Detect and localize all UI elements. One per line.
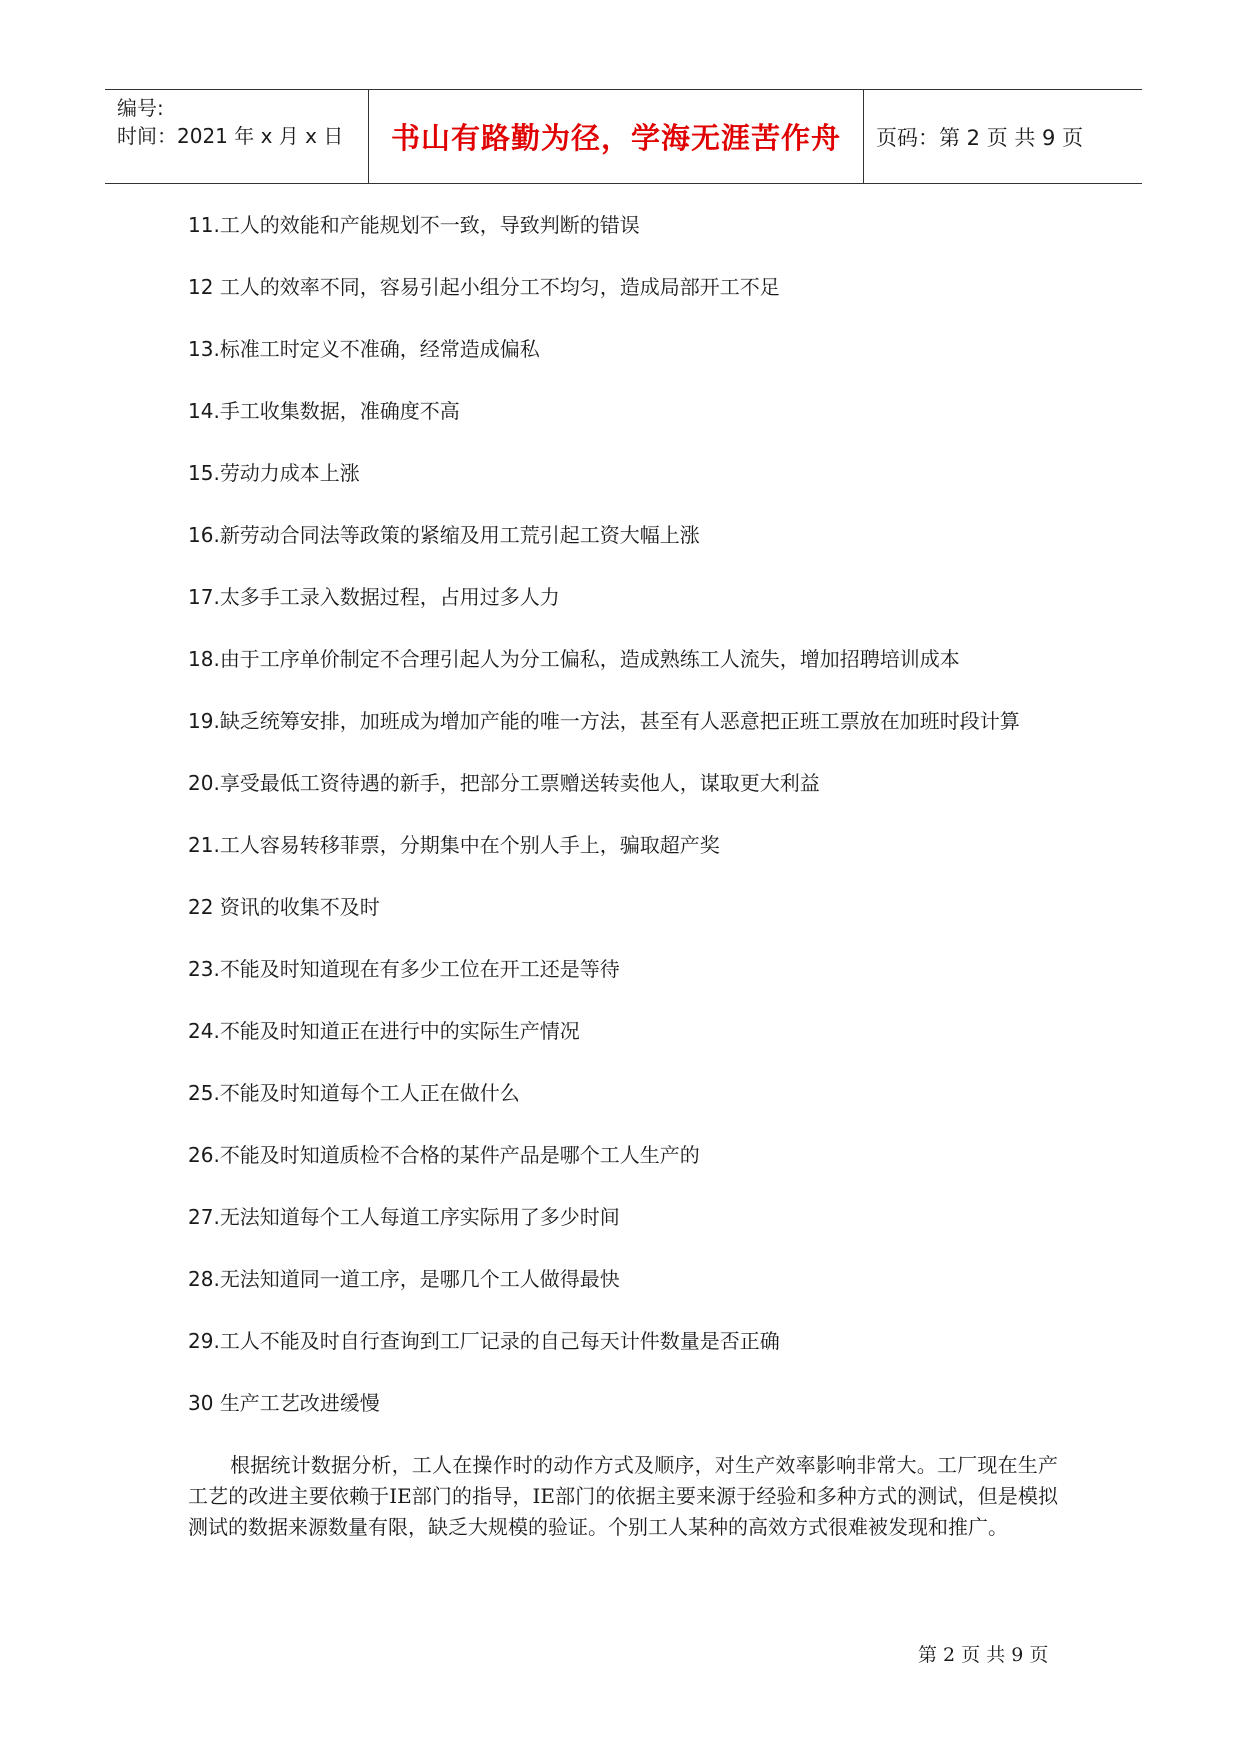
page-footer: 第 2 页 共 9 页 bbox=[918, 1644, 1049, 1666]
list-item-number: 17. bbox=[188, 585, 220, 609]
issue-list bbox=[188, 210, 1058, 1419]
list-item-number: 23. bbox=[188, 957, 220, 981]
list-item bbox=[188, 1202, 1058, 1233]
list-item-number: 27. bbox=[188, 1205, 220, 1229]
list-item-text: 工人容易转移菲票，分期集中在个别人手上，骗取超产奖 bbox=[219, 833, 720, 857]
list-item-number: 26. bbox=[188, 1143, 220, 1167]
list-item bbox=[188, 954, 1058, 985]
list-item bbox=[188, 1388, 1058, 1419]
list-item-number: 15. bbox=[188, 461, 220, 485]
list-item bbox=[188, 396, 1058, 427]
list-item bbox=[188, 768, 1058, 799]
list-item-text: 标准工时定义不准确，经常造成偏私 bbox=[219, 337, 540, 361]
list-item bbox=[188, 830, 1058, 861]
list-item-text: 享受最低工资待遇的新手，把部分工票赠送转卖他人，谋取更大利益 bbox=[219, 771, 820, 795]
list-item-text: 工人不能及时自行查询到工厂记录的自己每天计件数量是否正确 bbox=[219, 1329, 780, 1353]
list-item bbox=[188, 706, 1058, 737]
list-item-text: 资讯的收集不及时 bbox=[219, 895, 380, 919]
list-item-number: 14. bbox=[188, 399, 220, 423]
list-item bbox=[188, 334, 1058, 365]
list-item bbox=[188, 892, 1058, 923]
list-item-number: 16. bbox=[188, 523, 220, 547]
document-time-label: 时间：2021 年 x 月 x 日 bbox=[117, 124, 344, 148]
list-item-number: 29. bbox=[188, 1329, 220, 1353]
list-item-number: 22 bbox=[188, 895, 220, 919]
page-header bbox=[105, 89, 1142, 184]
list-item-text: 不能及时知道现在有多少工位在开工还是等待 bbox=[219, 957, 620, 981]
list-item bbox=[188, 644, 1058, 675]
list-item-number: 25. bbox=[188, 1081, 220, 1105]
header-page-cell bbox=[864, 90, 1142, 183]
header-page-number: 页码：第 2 页 共 9 页 bbox=[876, 125, 1084, 150]
list-item bbox=[188, 272, 1058, 303]
list-item-text: 工人的效能和产能规划不一致，导致判断的错误 bbox=[219, 213, 640, 237]
list-item bbox=[188, 1326, 1058, 1357]
list-item-number: 30 bbox=[188, 1391, 220, 1415]
list-item-text: 缺乏统筹安排，加班成为增加产能的唯一方法，甚至有人恶意把正班工票放在加班时段计算 bbox=[219, 709, 1020, 733]
list-item-text: 生产工艺改进缓慢 bbox=[219, 1391, 380, 1415]
list-item bbox=[188, 582, 1058, 613]
list-item-text: 劳动力成本上涨 bbox=[219, 461, 360, 485]
list-item-text: 太多手工录入数据过程，占用过多人力 bbox=[219, 585, 560, 609]
list-item bbox=[188, 1078, 1058, 1109]
list-item-number: 19. bbox=[188, 709, 220, 733]
list-item bbox=[188, 1264, 1058, 1295]
list-item-text: 不能及时知道每个工人正在做什么 bbox=[219, 1081, 520, 1105]
list-item-text: 无法知道每个工人每道工序实际用了多少时间 bbox=[219, 1205, 620, 1229]
list-item-text: 不能及时知道质检不合格的某件产品是哪个工人生产的 bbox=[219, 1143, 700, 1167]
list-item bbox=[188, 458, 1058, 489]
list-item-text: 由于工序单价制定不合理引起人为分工偏私，造成熟练工人流失，增加招聘培训成本 bbox=[219, 647, 960, 671]
list-item-text: 新劳动合同法等政策的紧缩及用工荒引起工资大幅上涨 bbox=[219, 523, 700, 547]
list-item-text: 手工收集数据，准确度不高 bbox=[219, 399, 460, 423]
list-item-number: 28. bbox=[188, 1267, 220, 1291]
header-left-cell bbox=[105, 90, 369, 183]
list-item bbox=[188, 520, 1058, 551]
list-item-number: 21. bbox=[188, 833, 220, 857]
list-item-text: 无法知道同一道工序，是哪几个工人做得最快 bbox=[219, 1267, 620, 1291]
header-motto: 书山有路勤为径，学海无涯苦作舟 bbox=[390, 121, 841, 155]
list-item bbox=[188, 1140, 1058, 1171]
header-motto-cell bbox=[369, 90, 864, 183]
list-item-text: 工人的效率不同，容易引起小组分工不均匀，造成局部开工不足 bbox=[219, 275, 780, 299]
list-item-number: 13. bbox=[188, 337, 220, 361]
list-item-number: 11. bbox=[188, 213, 220, 237]
list-item-text: 不能及时知道正在进行中的实际生产情况 bbox=[219, 1019, 580, 1043]
list-item bbox=[188, 1016, 1058, 1047]
list-item-number: 12 bbox=[188, 275, 220, 299]
list-item bbox=[188, 210, 1058, 241]
list-item-number: 18. bbox=[188, 647, 220, 671]
document-number-label: 编号: bbox=[117, 96, 164, 120]
list-item-number: 24. bbox=[188, 1019, 220, 1043]
list-item-number: 20. bbox=[188, 771, 220, 795]
body-paragraph: 根据统计数据分析，工人在操作时的动作方式及顺序，对生产效率影响非常大。工厂现在生产工艺的改进主要依赖于IE部门的指导，IE部门的依据主要来源于经验和多种方式的测试，但是模拟测试的数据来源数量有限，缺乏大规模的验证。个别工人某种的高效方式很难被发现和推广。 bbox=[188, 1453, 1058, 1539]
document-body bbox=[188, 210, 1058, 1543]
